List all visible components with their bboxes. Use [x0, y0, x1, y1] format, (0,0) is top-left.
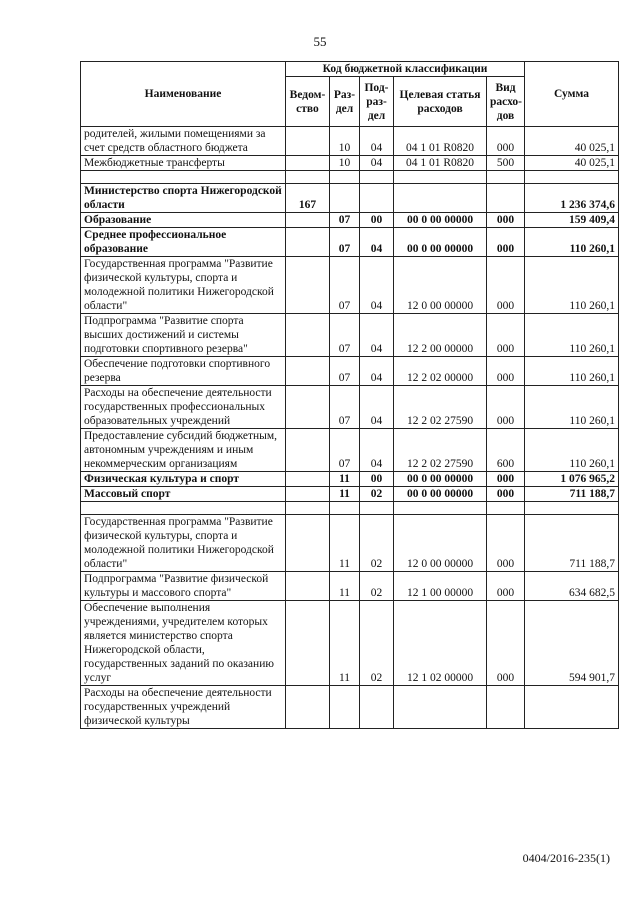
- row-podrazdel: 00: [360, 213, 394, 228]
- row-ved: [286, 257, 330, 314]
- row-ved: [286, 487, 330, 502]
- row-ved: [286, 515, 330, 572]
- table-row: [81, 257, 619, 314]
- header-row-1: [81, 62, 619, 77]
- row-sum: 159 409,4: [525, 213, 619, 228]
- row-name: Физическая культура и спорт: [81, 472, 286, 487]
- row-ved: [286, 213, 330, 228]
- row-ved: [286, 127, 330, 156]
- row-razdel: 11: [330, 487, 360, 502]
- row-expense-type: 000: [487, 357, 525, 386]
- row-ved: [286, 572, 330, 601]
- row-name: Министерство спорта Нижегородской области: [81, 184, 286, 213]
- row-target-article: [394, 686, 487, 729]
- row-name: Межбюджетные трансферты: [81, 156, 286, 171]
- row-target-article: 12 1 00 00000: [394, 572, 487, 601]
- row-ved: [286, 686, 330, 729]
- header-name: Наименование: [81, 62, 286, 127]
- row-target-article: [394, 184, 487, 213]
- header-ved: Ведом-ство: [286, 77, 330, 127]
- row-podrazdel: 04: [360, 156, 394, 171]
- document-code: 0404/2016-235(1): [522, 851, 610, 865]
- row-ved: [286, 357, 330, 386]
- row-expense-type: 000: [487, 601, 525, 686]
- row-podrazdel: 04: [360, 257, 394, 314]
- table-row: [81, 487, 619, 502]
- row-name: Государственная программа "Развитие физической культуры, спорта и молодежной политики Нижегородской области": [81, 515, 286, 572]
- row-sum: 110 260,1: [525, 386, 619, 429]
- row-sum: 711 188,7: [525, 515, 619, 572]
- table-row: [81, 228, 619, 257]
- row-expense-type: 600: [487, 429, 525, 472]
- row-expense-type: [487, 184, 525, 213]
- row-podrazdel: 04: [360, 127, 394, 156]
- header-expense-type: Вид расхо-дов: [487, 77, 525, 127]
- row-name: родителей, жилыми помещениями за счет средств областного бюджета: [81, 127, 286, 156]
- row-name: Массовый спорт: [81, 487, 286, 502]
- row-name: Расходы на обеспечение деятельности государственных профессиональных образовательных учреждений: [81, 386, 286, 429]
- table-row: [81, 386, 619, 429]
- row-razdel: 11: [330, 515, 360, 572]
- row-ved: [286, 386, 330, 429]
- table-row: [81, 572, 619, 601]
- row-expense-type: 000: [487, 213, 525, 228]
- row-expense-type: 000: [487, 228, 525, 257]
- row-podrazdel: 02: [360, 515, 394, 572]
- row-ved: [286, 601, 330, 686]
- row-podrazdel: 04: [360, 429, 394, 472]
- row-target-article: 12 2 02 00000: [394, 357, 487, 386]
- table-row: [81, 156, 619, 171]
- row-sum: 110 260,1: [525, 257, 619, 314]
- row-sum: 110 260,1: [525, 429, 619, 472]
- row-target-article: 00 0 00 00000: [394, 228, 487, 257]
- row-name: Подпрограмма "Развитие спорта высших достижений и системы подготовки спортивного резерва": [81, 314, 286, 357]
- row-razdel: [330, 686, 360, 729]
- row-target-article: 12 2 02 27590: [394, 429, 487, 472]
- header-sum: Сумма: [525, 62, 619, 127]
- spacer-row: [81, 502, 619, 515]
- row-sum: 40 025,1: [525, 156, 619, 171]
- row-expense-type: 000: [487, 572, 525, 601]
- row-sum: 40 025,1: [525, 127, 619, 156]
- header-podrazdel: Под-раз-дел: [360, 77, 394, 127]
- row-ved: [286, 429, 330, 472]
- row-sum: 634 682,5: [525, 572, 619, 601]
- row-sum: 110 260,1: [525, 357, 619, 386]
- row-name: Обеспечение подготовки спортивного резерва: [81, 357, 286, 386]
- row-name: Образование: [81, 213, 286, 228]
- row-podrazdel: 04: [360, 357, 394, 386]
- row-name: Расходы на обеспечение деятельности государственных учреждений физической культуры: [81, 686, 286, 729]
- row-expense-type: 000: [487, 314, 525, 357]
- row-name: Обеспечение выполнения учреждениями, учредителем которых является министерство спорта Нижегородской области, государственных заданий по оказанию услуг: [81, 601, 286, 686]
- budget-table: [80, 61, 619, 729]
- row-razdel: 11: [330, 601, 360, 686]
- row-name: Среднее профессиональное образование: [81, 228, 286, 257]
- row-razdel: 07: [330, 429, 360, 472]
- row-razdel: 10: [330, 156, 360, 171]
- row-target-article: 12 0 00 00000: [394, 257, 487, 314]
- table-row: [81, 429, 619, 472]
- row-sum: 1 076 965,2: [525, 472, 619, 487]
- row-expense-type: 000: [487, 386, 525, 429]
- row-razdel: [330, 184, 360, 213]
- row-target-article: 12 1 02 00000: [394, 601, 487, 686]
- row-razdel: 07: [330, 314, 360, 357]
- row-podrazdel: 04: [360, 386, 394, 429]
- row-sum: 711 188,7: [525, 487, 619, 502]
- row-sum: 594 901,7: [525, 601, 619, 686]
- spacer-row: [81, 171, 619, 184]
- row-name: Подпрограмма "Развитие физической культуры и массового спорта": [81, 572, 286, 601]
- row-sum: 1 236 374,6: [525, 184, 619, 213]
- row-razdel: 11: [330, 572, 360, 601]
- row-razdel: 10: [330, 127, 360, 156]
- row-expense-type: 000: [487, 515, 525, 572]
- row-podrazdel: 02: [360, 487, 394, 502]
- row-target-article: 04 1 01 R0820: [394, 127, 487, 156]
- table-row: [81, 601, 619, 686]
- row-podrazdel: 04: [360, 228, 394, 257]
- table-row: [81, 686, 619, 729]
- page-number: 55: [313, 34, 327, 49]
- row-target-article: 12 2 00 00000: [394, 314, 487, 357]
- row-name: Государственная программа "Развитие физической культуры, спорта и молодежной политики Нижегородской области": [81, 257, 286, 314]
- table-row: [81, 357, 619, 386]
- row-ved: [286, 156, 330, 171]
- row-razdel: 11: [330, 472, 360, 487]
- row-ved: 167: [286, 184, 330, 213]
- table-row: [81, 314, 619, 357]
- row-expense-type: 500: [487, 156, 525, 171]
- row-target-article: 12 2 02 27590: [394, 386, 487, 429]
- row-target-article: 12 0 00 00000: [394, 515, 487, 572]
- row-razdel: 07: [330, 213, 360, 228]
- row-expense-type: 000: [487, 257, 525, 314]
- table-row: [81, 472, 619, 487]
- row-podrazdel: [360, 184, 394, 213]
- row-razdel: 07: [330, 257, 360, 314]
- row-ved: [286, 472, 330, 487]
- row-ved: [286, 228, 330, 257]
- row-ved: [286, 314, 330, 357]
- row-razdel: 07: [330, 357, 360, 386]
- row-podrazdel: 04: [360, 314, 394, 357]
- row-expense-type: 000: [487, 127, 525, 156]
- row-target-article: 04 1 01 R0820: [394, 156, 487, 171]
- table-row: [81, 184, 619, 213]
- row-sum: 110 260,1: [525, 314, 619, 357]
- row-expense-type: [487, 686, 525, 729]
- table-row: [81, 515, 619, 572]
- row-podrazdel: 02: [360, 572, 394, 601]
- row-podrazdel: 00: [360, 472, 394, 487]
- row-name: Предоставление субсидий бюджетным, автономным учреждениям и иным некоммерческим организациям: [81, 429, 286, 472]
- row-sum: [525, 686, 619, 729]
- row-podrazdel: 02: [360, 601, 394, 686]
- table-row: [81, 127, 619, 156]
- header-code-group: Код бюджетной классификации: [286, 62, 525, 77]
- row-target-article: 00 0 00 00000: [394, 472, 487, 487]
- row-expense-type: 000: [487, 487, 525, 502]
- row-expense-type: 000: [487, 472, 525, 487]
- row-target-article: 00 0 00 00000: [394, 487, 487, 502]
- row-razdel: 07: [330, 228, 360, 257]
- header-razdel: Раз-дел: [330, 77, 360, 127]
- table-row: [81, 213, 619, 228]
- row-podrazdel: [360, 686, 394, 729]
- row-razdel: 07: [330, 386, 360, 429]
- row-target-article: 00 0 00 00000: [394, 213, 487, 228]
- row-sum: 110 260,1: [525, 228, 619, 257]
- header-target-article: Целевая статья расходов: [394, 77, 487, 127]
